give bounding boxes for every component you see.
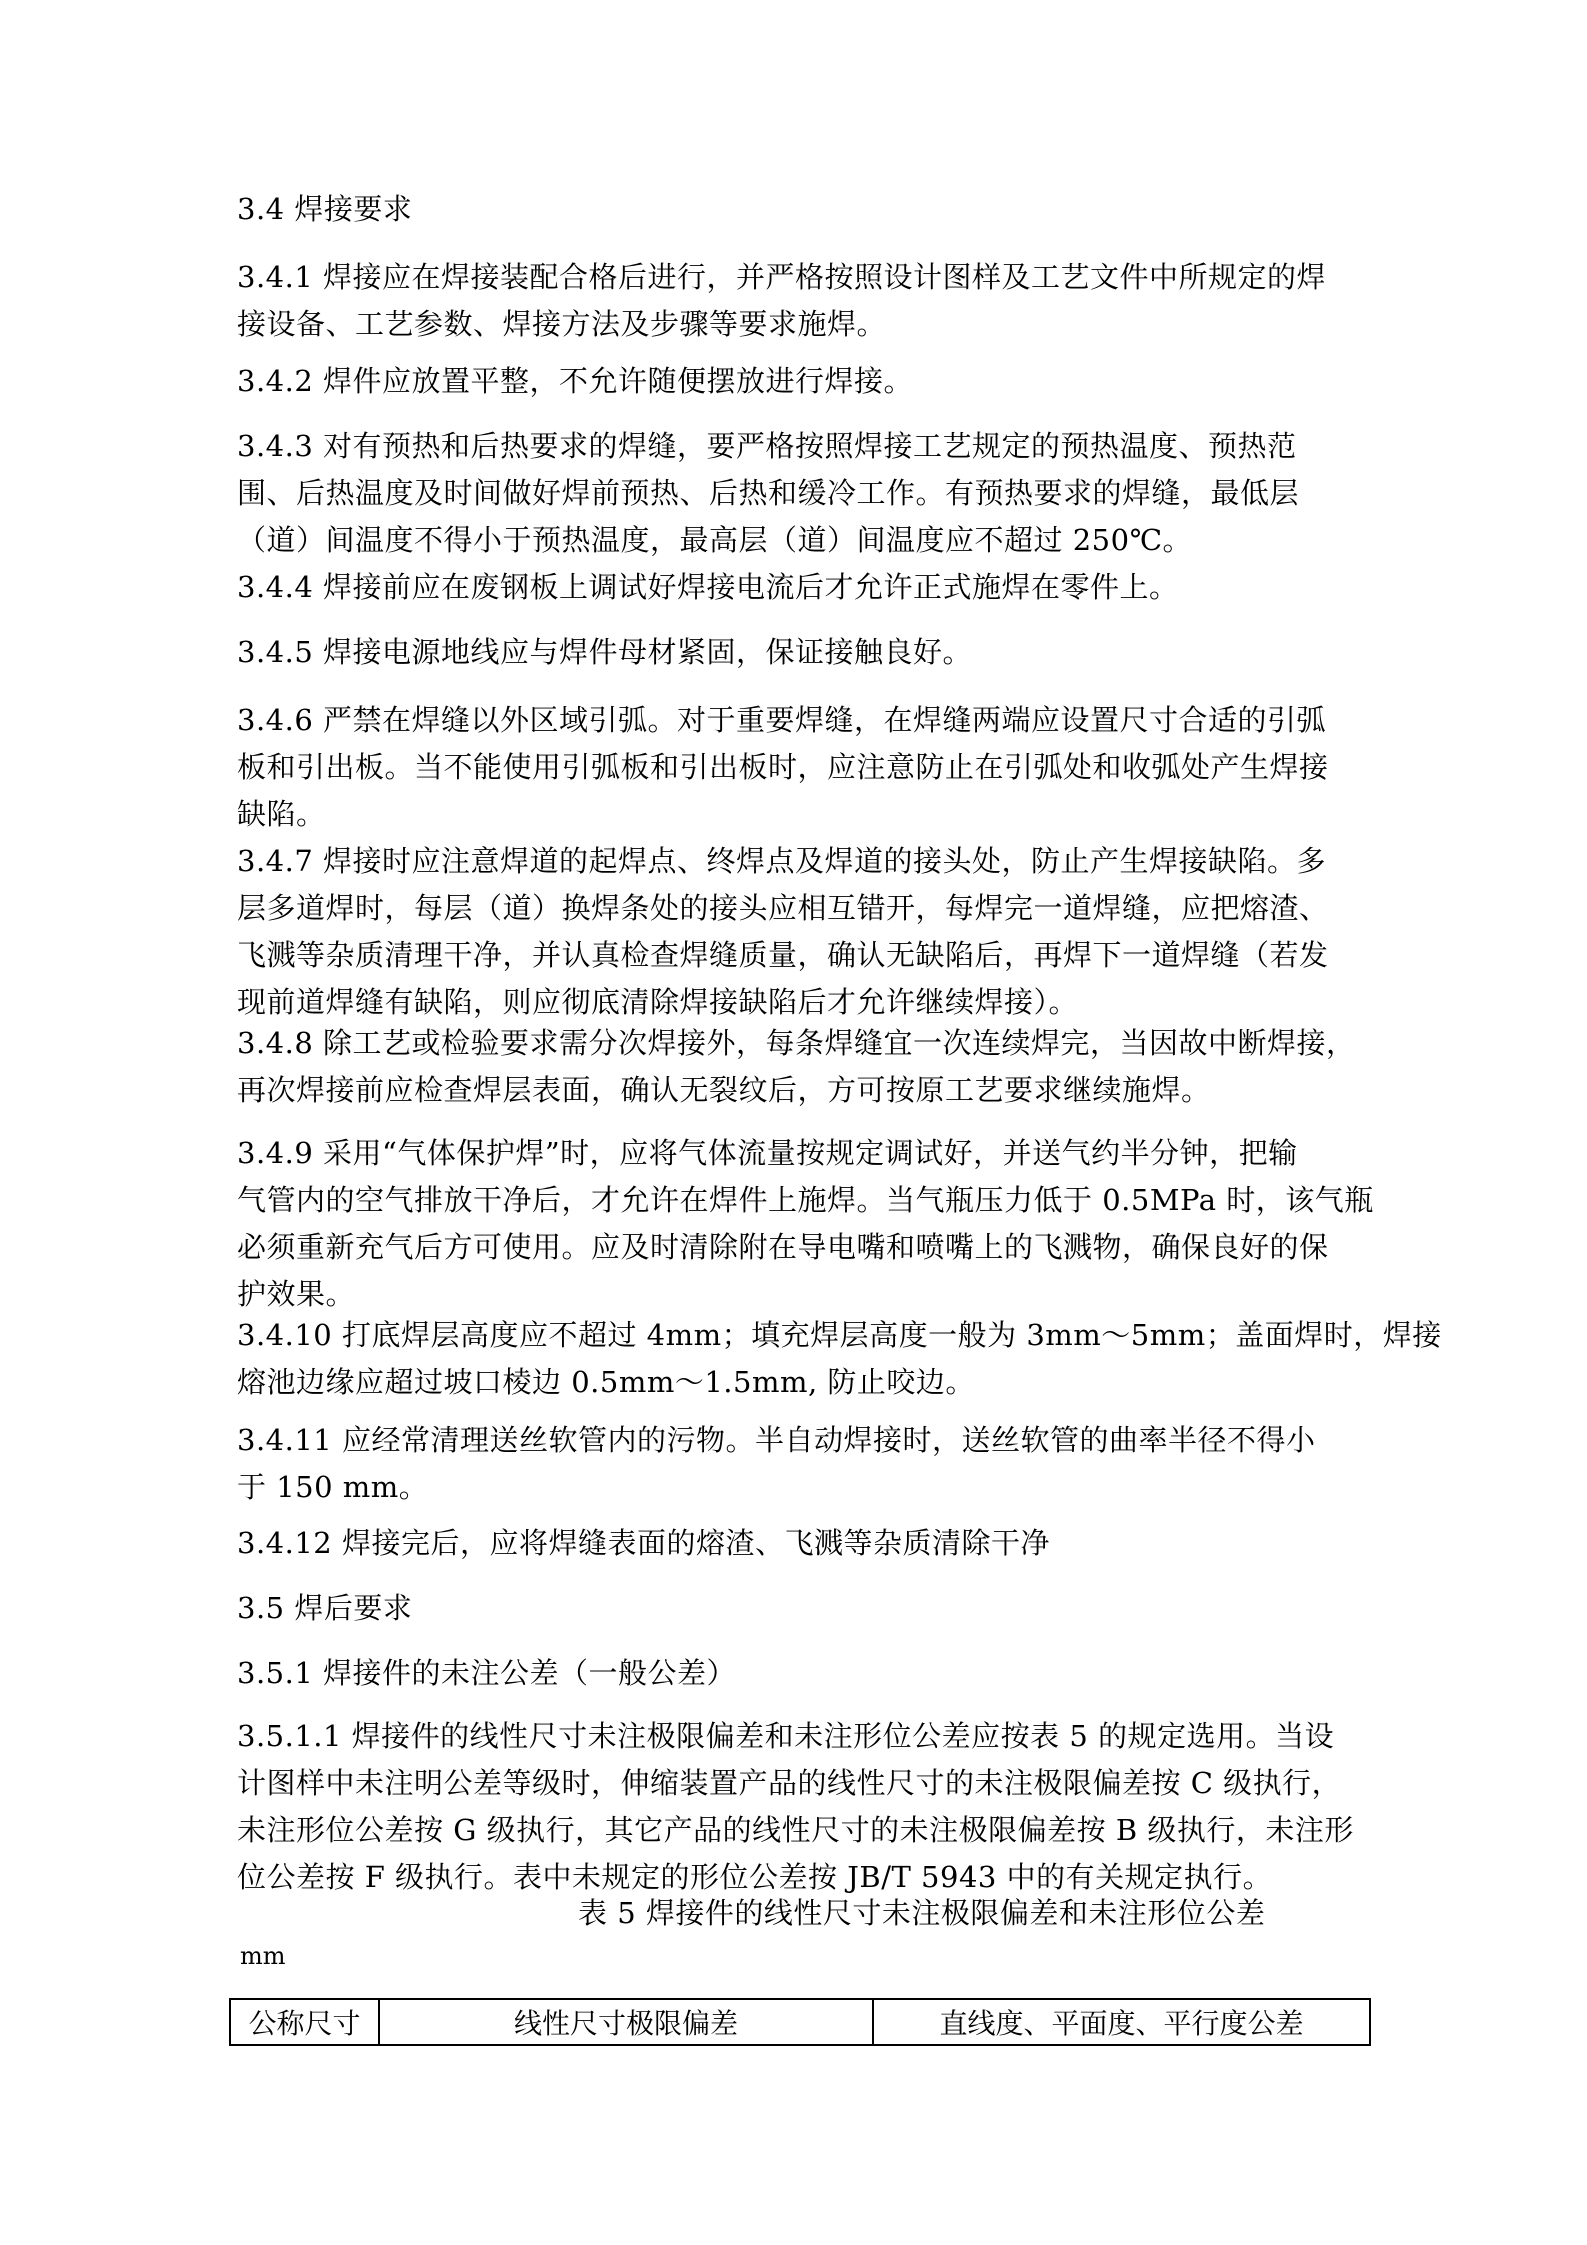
paragraph-3-4-5 — [237, 629, 1352, 676]
text-line: 现前道焊缝有缺陷，则应彻底清除焊接缺陷后才允许继续焊接）。 — [237, 985, 1079, 1019]
text-line: 3.5.1.1 焊接件的线性尺寸未注极限偏差和未注形位公差应按表 5 的规定选用。当设 — [237, 1719, 1335, 1753]
text-line: 3.4.4 焊接前应在废钢板上调试好焊接电流后才允许正式施焊在零件上。 — [237, 570, 1179, 604]
paragraph-3-4-7 — [237, 838, 1352, 1026]
text-line: 未注形位公差按 G 级执行，其它产品的线性尺寸的未注极限偏差按 B 级执行，未注形 — [237, 1813, 1354, 1847]
text-line: 于 150 mm。 — [237, 1470, 429, 1504]
text-line: 3.5 焊后要求 — [237, 1591, 413, 1625]
text-line: 3.4.3 对有预热和后热要求的焊缝，要严格按照焊接工艺规定的预热温度、预热范 — [237, 429, 1297, 463]
paragraph-3-5-1-1 — [237, 1713, 1352, 1901]
paragraph-3-4-1 — [237, 254, 1352, 348]
text-line: 3.4.12 焊接完后，应将焊缝表面的熔渣、飞溅等杂质清除干净 — [237, 1526, 1050, 1560]
paragraph-3-4-2 — [237, 358, 1352, 405]
text-line: 3.4.9 采用“气体保护焊”时，应将气体流量按规定调试好，并送气约半分钟，把输 — [237, 1136, 1298, 1170]
paragraph-3-4-4 — [237, 564, 1352, 611]
text-line: 再次焊接前应检查焊层表面，确认无裂纹后，方可按原工艺要求继续施焊。 — [237, 1073, 1211, 1107]
header-linear-deviation: 线性尺寸极限偏差 — [379, 1999, 873, 2045]
table-unit: mm — [240, 1942, 286, 1970]
heading-3-4 — [237, 186, 1352, 233]
heading-3-5 — [237, 1585, 1352, 1632]
paragraph-3-4-3 — [237, 423, 1352, 564]
text-line: 3.4.1 焊接应在焊接装配合格后进行，并严格按照设计图样及工艺文件中所规定的焊 — [237, 260, 1327, 294]
heading-3-5-1 — [237, 1650, 1352, 1697]
paragraph-3-4-6 — [237, 697, 1352, 838]
text-line: 板和引出板。当不能使用引弧板和引出板时，应注意防止在引弧处和收弧处产生焊接 — [237, 750, 1329, 784]
text-line: 3.5.1 焊接件的未注公差（一般公差） — [237, 1656, 737, 1690]
text-line: （道）间温度不得小于预热温度，最高层（道）间温度应不超过 250℃。 — [237, 523, 1193, 557]
text-line: 3.4.10 打底焊层高度应不超过 4mm；填充焊层高度一般为 3mm～5mm；盖面焊时，焊接 — [237, 1318, 1442, 1352]
text-line: 层多道焊时，每层（道）换焊条处的接头应相互错开，每焊完一道焊缝，应把熔渣、 — [237, 891, 1329, 925]
paragraph-3-4-9 — [237, 1130, 1374, 1318]
paragraph-3-4-12 — [237, 1520, 1352, 1567]
paragraph-3-4-11 — [237, 1417, 1352, 1511]
text-line: 3.4.11 应经常清理送丝软管内的污物。半自动焊接时，送丝软管的曲率半径不得小 — [237, 1423, 1316, 1457]
text-line: 3.4.7 焊接时应注意焊道的起焊点、终焊点及焊道的接头处，防止产生焊接缺陷。多 — [237, 844, 1327, 878]
text-line: 气管内的空气排放干净后，才允许在焊件上施焊。当气瓶压力低于 0.5MPa 时，该气瓶 — [237, 1183, 1374, 1217]
text-line: 位公差按 F 级执行。表中未规定的形位公差按 JB/T 5943 中的有关规定执行。 — [237, 1860, 1273, 1894]
header-flatness-tolerance: 直线度、平面度、平行度公差 — [873, 1999, 1370, 2045]
header-nominal-size: 公称尺寸 — [230, 1999, 379, 2045]
paragraph-3-4-10 — [237, 1312, 1442, 1406]
text-line: 接设备、工艺参数、焊接方法及步骤等要求施焊。 — [237, 307, 887, 341]
table-caption: 表 5 焊接件的线性尺寸未注极限偏差和未注形位公差 — [578, 1896, 1266, 1930]
text-line: 熔池边缘应超过坡口棱边 0.5mm～1.5mm, 防止咬边。 — [237, 1365, 975, 1399]
text-line: 飞溅等杂质清理干净，并认真检查焊缝质量，确认无缺陷后，再焊下一道焊缝（若发 — [237, 938, 1329, 972]
table-header-row — [230, 1999, 1370, 2045]
text-line: 3.4 焊接要求 — [237, 192, 413, 226]
tolerance-table — [229, 1998, 1371, 2046]
text-line: 3.4.5 焊接电源地线应与焊件母材紧固，保证接触良好。 — [237, 635, 973, 669]
text-line: 3.4.6 严禁在焊缝以外区域引弧。对于重要焊缝，在焊缝两端应设置尺寸合适的引弧 — [237, 703, 1327, 737]
text-line: 围、后热温度及时间做好焊前预热、后热和缓冷工作。有预热要求的焊缝，最低层 — [237, 476, 1300, 510]
paragraph-3-4-8 — [237, 1020, 1356, 1114]
text-line: 3.4.8 除工艺或检验要求需分次焊接外，每条焊缝宜一次连续焊完，当因故中断焊接， — [237, 1026, 1356, 1060]
text-line: 护效果。 — [237, 1277, 356, 1311]
text-line: 计图样中未注明公差等级时，伸缩装置产品的线性尺寸的未注极限偏差按 C 级执行， — [237, 1766, 1342, 1800]
text-line: 3.4.2 焊件应放置平整，不允许随便摆放进行焊接。 — [237, 364, 914, 398]
text-line: 必须重新充气后方可使用。应及时清除附在导电嘴和喷嘴上的飞溅物，确保良好的保 — [237, 1230, 1329, 1264]
text-line: 缺陷。 — [237, 797, 326, 831]
